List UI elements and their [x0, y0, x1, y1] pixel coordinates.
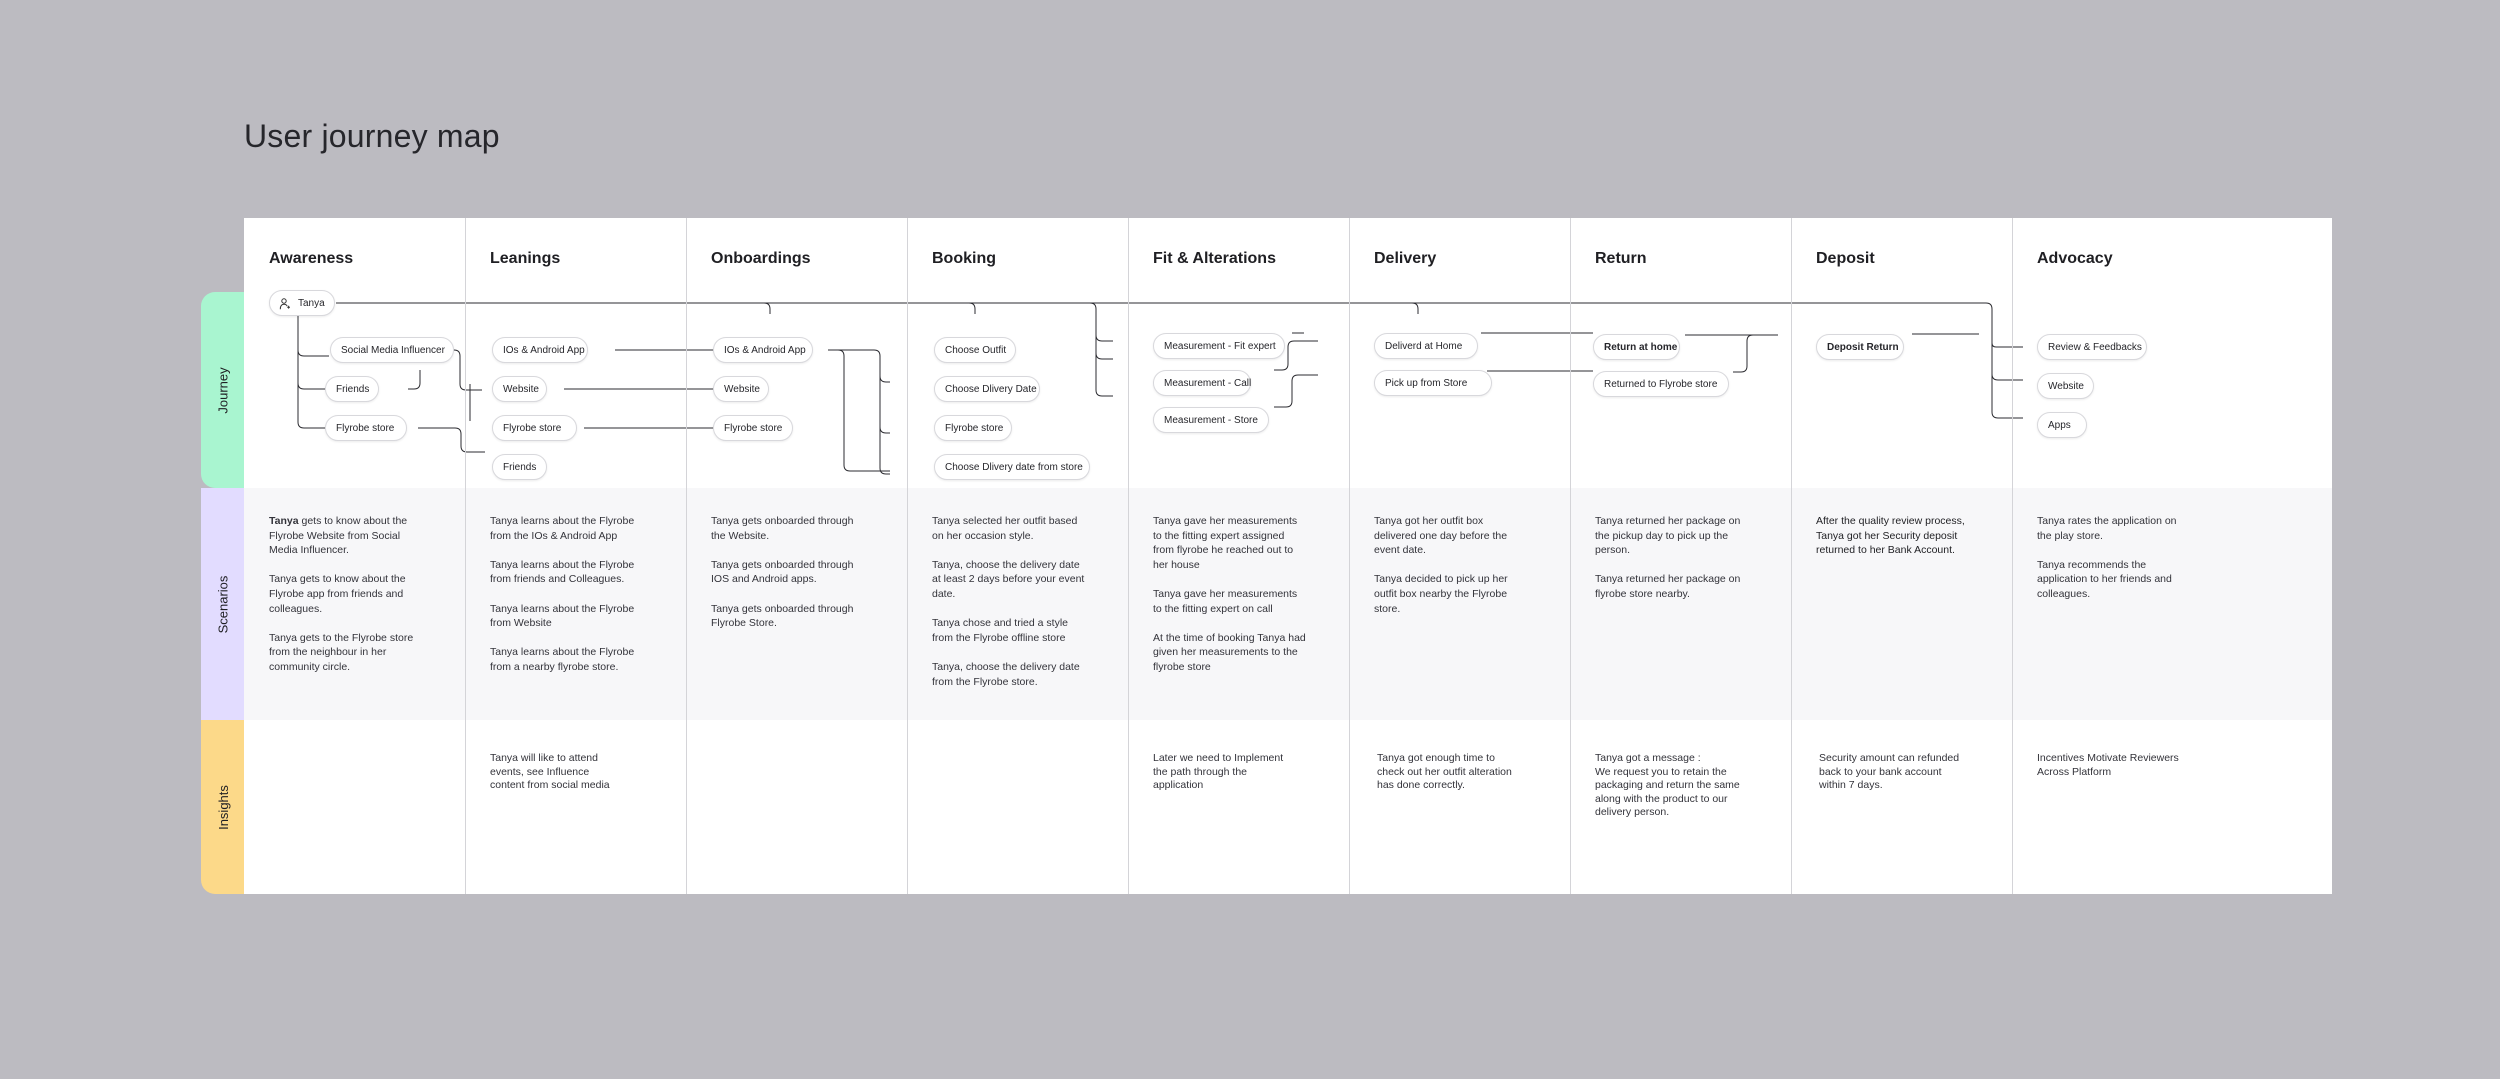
scenario-paragraph	[711, 602, 871, 631]
scenario-sentence: Tanya, choose the delivery date from the Flyrobe store.	[932, 660, 1080, 688]
stage-divider	[1570, 218, 1571, 894]
scenario-paragraph	[711, 558, 871, 587]
touchpoint-node[interactable]	[1153, 407, 1269, 433]
scenario-sentence: Tanya learns about the Flyrobe from Website	[490, 602, 635, 630]
touchpoint-label: Flyrobe store	[503, 423, 562, 434]
stage-header-leanings: Leanings	[490, 250, 561, 267]
scenario-text-block	[1595, 514, 1755, 616]
scenario-paragraph	[932, 660, 1092, 689]
persona-node[interactable]	[269, 290, 335, 316]
touchpoint-node[interactable]	[934, 337, 1016, 363]
scenario-text-block	[490, 514, 650, 689]
stage-header-awareness: Awareness	[269, 250, 354, 267]
stage-divider	[907, 218, 908, 894]
stage-divider	[2012, 218, 2013, 894]
touchpoint-node[interactable]	[492, 454, 547, 480]
journey-row-label: Journey	[215, 366, 231, 414]
scenario-sentence: Tanya gets to the Flyrobe store from the neighbour in her community circle.	[269, 631, 414, 673]
touchpoint-label: Flyrobe store	[945, 423, 1004, 434]
scenario-text-block	[932, 514, 1092, 704]
scenario-paragraph	[1595, 514, 1755, 558]
insight-text: Security amount can refunded back to your bank account within 7 days.	[1819, 752, 1960, 791]
touchpoint-label: Friends	[503, 462, 537, 473]
scenario-paragraph	[269, 514, 429, 558]
touchpoint-node[interactable]	[713, 415, 793, 441]
insight-text: Later we need to Implement the path through the application	[1153, 752, 1284, 791]
touchpoint-label: Choose Outfit	[945, 345, 1007, 356]
scenario-sentence: Tanya rates the application on the play store.	[2037, 515, 2177, 542]
journey-map-board	[244, 218, 2332, 894]
touchpoint-node[interactable]	[492, 337, 588, 363]
connector-line	[1992, 343, 2023, 380]
connector-line	[298, 314, 329, 356]
stage-header-deposit: Deposit	[1816, 250, 1875, 267]
touchpoint-node[interactable]	[325, 376, 379, 402]
connector-line	[298, 383, 325, 428]
connector-line	[1992, 374, 2023, 418]
scenario-paragraph	[490, 514, 650, 543]
scenario-paragraph	[932, 514, 1092, 543]
scenario-text-block	[2037, 514, 2197, 616]
touchpoint-node[interactable]	[1374, 370, 1492, 396]
insights-row-label: Insights	[215, 784, 231, 830]
touchpoint-label: Return at home	[1604, 342, 1678, 353]
touchpoint-label: Social Media Influencer	[341, 345, 445, 356]
touchpoint-node[interactable]	[1816, 334, 1904, 360]
touchpoint-node[interactable]	[1153, 370, 1251, 396]
scenario-paragraph	[1153, 631, 1313, 675]
scenario-paragraph	[2037, 558, 2197, 602]
touchpoint-node[interactable]	[713, 337, 813, 363]
scenario-paragraph	[1153, 587, 1313, 616]
stage-header-onboardings: Onboardings	[711, 250, 811, 267]
touchpoint-node[interactable]	[2037, 373, 2094, 399]
scenario-paragraph	[1153, 514, 1313, 572]
stage-divider	[1128, 218, 1129, 894]
scenario-sentence: Tanya gave her measurements to the fitting expert assigned from flyrobe he reached out to her house	[1153, 515, 1298, 571]
touchpoint-label: Website	[724, 384, 760, 395]
scenario-paragraph	[490, 602, 650, 631]
scenario-sentence: Tanya learns about the Flyrobe from the IOs & Android App	[490, 515, 635, 542]
stage-header-fit-alterations: Fit & Alterations	[1153, 250, 1276, 267]
stage-divider	[465, 218, 466, 894]
journey-row-tab	[201, 292, 245, 488]
connector-line	[1733, 335, 1778, 372]
touchpoint-node[interactable]	[713, 376, 769, 402]
scenario-paragraph	[1595, 572, 1755, 601]
scenario-paragraph	[1816, 514, 1976, 558]
connector-line	[874, 350, 890, 382]
persona-name: Tanya	[298, 298, 325, 309]
scenario-sentence: Tanya gets to know about the Flyrobe app from friends and colleagues.	[269, 573, 406, 615]
touchpoint-label: IOs & Android App	[724, 345, 806, 356]
scenario-sentence: Tanya learns about the Flyrobe from a nearby flyrobe store.	[490, 646, 635, 673]
touchpoint-label: IOs & Android App	[503, 345, 585, 356]
person-icon	[279, 298, 291, 310]
touchpoint-label: Deliverd at Home	[1385, 341, 1463, 352]
touchpoint-node[interactable]	[492, 415, 577, 441]
touchpoint-label: Friends	[336, 384, 370, 395]
scenario-paragraph	[932, 616, 1092, 645]
scenario-text-block	[269, 514, 429, 689]
touchpoint-label: Apps	[2048, 420, 2071, 431]
connector-line	[408, 370, 420, 389]
touchpoint-label: Deposit Return	[1827, 342, 1899, 353]
scenarios-row-label: Scenarios	[215, 575, 231, 633]
touchpoint-label: Website	[503, 384, 539, 395]
scenario-paragraph	[1374, 514, 1534, 558]
scenario-sentence: Tanya, choose the delivery date at least 2 days before your event date.	[932, 558, 1085, 600]
scenario-text-block	[1374, 514, 1534, 631]
scenario-sentence: Tanya returned her package on the pickup day to pick up the person.	[1595, 515, 1741, 557]
scenario-text-block	[1816, 514, 1976, 572]
connector-line	[1090, 303, 1113, 341]
scenario-paragraph	[2037, 514, 2197, 543]
touchpoint-label: Review & Feedbacks	[2048, 342, 2142, 353]
scenario-paragraph	[269, 631, 429, 675]
touchpoint-node[interactable]	[2037, 412, 2087, 438]
scenario-sentence: Tanya returned her package on flyrobe store nearby.	[1595, 573, 1741, 600]
insight-text: Incentives Motivate Reviewers Across Platform	[2037, 752, 2179, 778]
touchpoint-label: Choose Dlivery date from store	[945, 462, 1083, 473]
scenario-paragraph	[932, 558, 1092, 602]
scenario-paragraph	[490, 645, 650, 674]
touchpoint-label: Measurement - Fit expert	[1164, 341, 1276, 352]
scenario-paragraph	[490, 558, 650, 587]
connector-line	[880, 368, 890, 433]
scenario-paragraph	[269, 572, 429, 616]
scenario-text-block	[711, 514, 871, 645]
touchpoint-node[interactable]	[492, 376, 547, 402]
insight-text: Tanya got enough time to check out her outfit alteration has done correctly.	[1377, 752, 1512, 791]
stage-divider	[1349, 218, 1350, 894]
touchpoint-node[interactable]	[1374, 333, 1478, 359]
connector-line	[418, 428, 485, 452]
stage-header-delivery: Delivery	[1374, 250, 1437, 267]
scenario-sentence: Tanya selected her outfit based on her occasion style.	[932, 515, 1078, 542]
connector-line	[969, 303, 975, 314]
scenario-subject: Tanya	[269, 515, 299, 527]
touchpoint-label: Measurement - Call	[1164, 378, 1252, 389]
scenario-sentence: Tanya gets onboarded through the Website.	[711, 515, 854, 542]
stage-header-return: Return	[1595, 250, 1647, 267]
scenario-sentence: Tanya recommends the application to her friends and colleagues.	[2037, 558, 2172, 600]
scenario-sentence: At the time of booking Tanya had given her measurements to the flyrobe store	[1153, 631, 1306, 673]
touchpoint-node[interactable]	[330, 337, 454, 363]
connector-line	[838, 350, 890, 471]
scenario-sentence: Tanya decided to pick up her outfit box nearby the Flyrobe store.	[1374, 573, 1508, 615]
touchpoint-node[interactable]	[934, 376, 1040, 402]
stage-divider	[686, 218, 687, 894]
touchpoint-node[interactable]	[934, 415, 1012, 441]
touchpoint-label: Flyrobe store	[724, 423, 783, 434]
connector-line	[1274, 375, 1318, 407]
touchpoint-node[interactable]	[1593, 334, 1680, 360]
scenario-sentence: Tanya gets onboarded through Flyrobe Store.	[711, 602, 854, 630]
touchpoint-node[interactable]	[1593, 371, 1729, 397]
touchpoint-label: Returned to Flyrobe store	[1604, 379, 1718, 390]
touchpoint-node[interactable]	[325, 415, 407, 441]
touchpoint-node[interactable]	[1153, 333, 1285, 359]
scenario-sentence: Tanya gets onboarded through IOS and Android apps.	[711, 558, 854, 586]
connector-line	[454, 350, 482, 390]
connector-line	[1986, 303, 2023, 347]
scenario-text-block	[1153, 514, 1313, 689]
scenario-sentence: Tanya got her outfit box delivered one day before the event date.	[1374, 515, 1508, 557]
connector-line	[1412, 303, 1418, 314]
touchpoint-label: Website	[2048, 381, 2084, 392]
touchpoint-node[interactable]	[934, 454, 1090, 480]
scenario-sentence: Tanya learns about the Flyrobe from friends and Colleagues.	[490, 558, 635, 586]
stage-header-advocacy: Advocacy	[2037, 250, 2113, 267]
stage-header-booking: Booking	[932, 250, 996, 267]
scenario-paragraph	[711, 514, 871, 543]
touchpoint-label: Choose Dlivery Date	[945, 384, 1037, 395]
connector-line	[880, 418, 890, 474]
scenario-sentence: Tanya gave her measurements to the fitting expert on call	[1153, 587, 1298, 615]
connector-line	[1096, 329, 1113, 359]
insight-text: Tanya will like to attend events, see Influence content from social media	[490, 752, 610, 791]
scenario-sentence: Tanya chose and tried a style from the Flyrobe offline store	[932, 617, 1068, 644]
touchpoint-label: Pick up from Store	[1385, 378, 1468, 389]
scenarios-row-tab	[201, 488, 245, 720]
insights-row-tab	[201, 720, 245, 894]
scenario-sentence: gets to know about the Flyrobe Website from Social Media Influencer.	[269, 515, 408, 557]
insight-text: Tanya got a message : We request you to retain the packaging and return the same along with the product to our delivery person.	[1595, 752, 1740, 818]
connector-line	[764, 303, 770, 314]
touchpoint-node[interactable]	[2037, 334, 2147, 360]
scenario-paragraph	[1374, 572, 1534, 616]
stage-divider	[1791, 218, 1792, 894]
touchpoint-label: Flyrobe store	[336, 423, 395, 434]
scenario-sentence: After the quality review process, Tanya got her Security deposit returned to her Bank Account.	[1816, 515, 1965, 557]
touchpoint-label: Measurement - Store	[1164, 415, 1258, 426]
page-title: User journey map	[244, 118, 500, 154]
